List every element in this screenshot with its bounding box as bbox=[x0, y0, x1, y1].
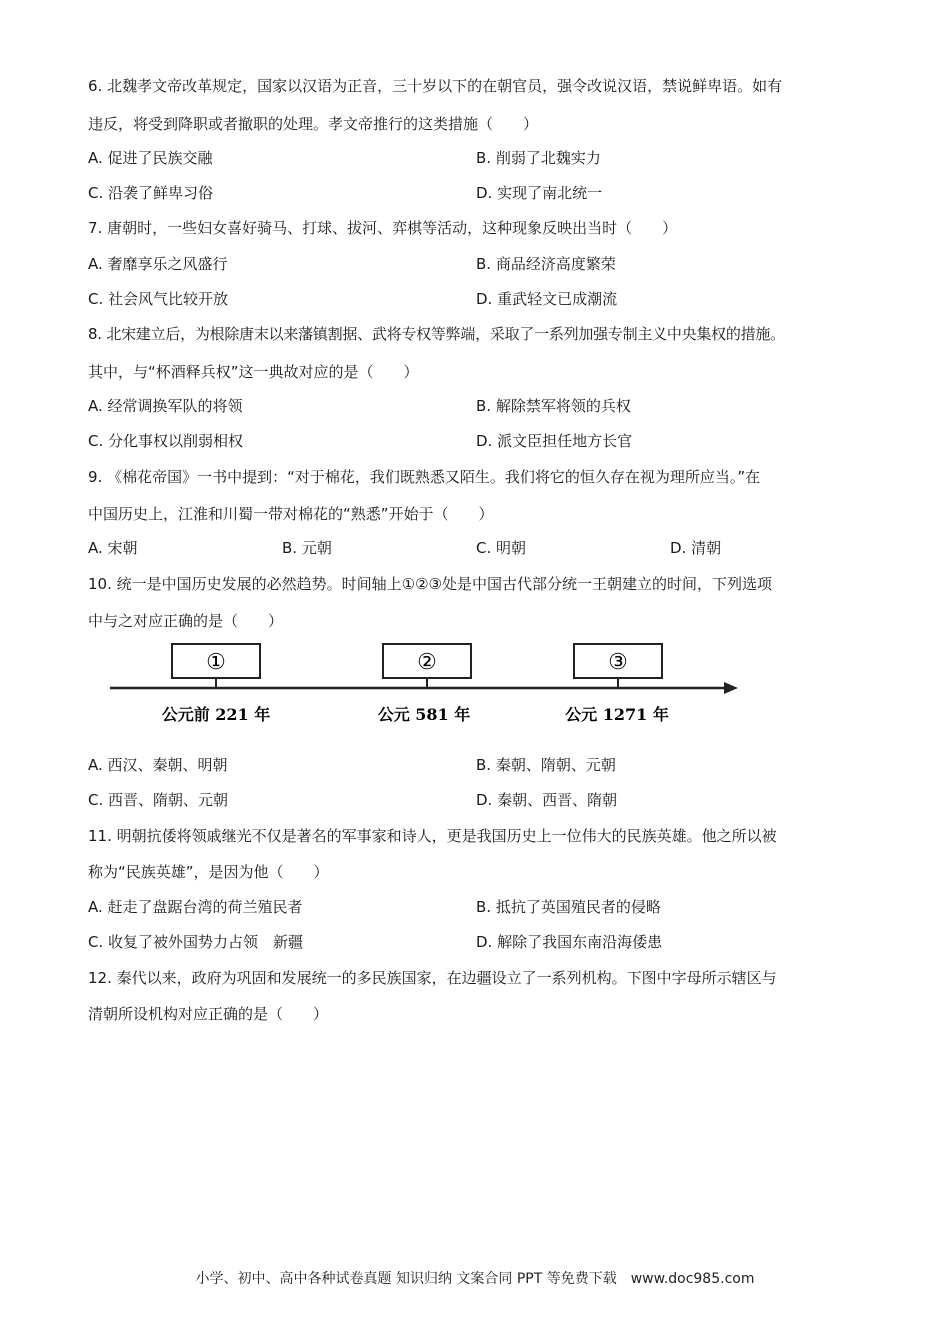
q11-option-d: D. 解除了我国东南沿海倭患 bbox=[476, 933, 663, 951]
q6-option-a: A. 促进了民族交融 bbox=[88, 149, 213, 167]
footer-download-note[interactable]: 小学、初中、高中各种试卷真题 知识归纳 文案合同 PPT 等免费下载 www.doc985.com bbox=[195, 1271, 755, 1287]
q7-option-b: B. 商品经济高度繁荣 bbox=[476, 255, 616, 273]
q11-option-a: A. 赶走了盘踞台湾的荷兰殖民者 bbox=[88, 898, 303, 916]
q9-option-d: D. 清朝 bbox=[670, 539, 722, 557]
q10-option-c: C. 西晋、隋朝、元朝 bbox=[88, 791, 229, 809]
timeline-arrow-icon bbox=[724, 682, 738, 694]
q11-option-b: B. 抵抗了英国殖民者的侵略 bbox=[476, 898, 661, 916]
q6-stem-line2: 违反，将受到降职或者撤职的处理。孝文帝推行的这类措施（ ） bbox=[88, 115, 539, 133]
q8-option-d: D. 派文臣担任地方长官 bbox=[476, 432, 633, 450]
q10-stem-line2: 中与之对应正确的是（ ） bbox=[88, 612, 284, 630]
q11-stem-line1: 11. 明朝抗倭将领戚继光不仅是著名的军事家和诗人，更是我国历史上一位伟大的民族英雄。他之所以被 bbox=[88, 827, 777, 845]
q7-option-d: D. 重武轻文已成潮流 bbox=[476, 290, 618, 308]
q9-option-b: B. 元朝 bbox=[282, 539, 332, 557]
q12-stem-line2: 清朝所设机构对应正确的是（ ） bbox=[88, 1005, 329, 1023]
q6-option-c: C. 沿袭了鲜卑习俗 bbox=[88, 184, 214, 202]
q6-option-b: B. 削弱了北魏实力 bbox=[476, 149, 601, 167]
q7-option-c: C. 社会风气比较开放 bbox=[88, 290, 229, 308]
q10-option-a: A. 西汉、秦朝、明朝 bbox=[88, 756, 228, 774]
q7-option-a: A. 奢靡享乐之风盛行 bbox=[88, 255, 228, 273]
q11-option-c: C. 收复了被外国势力占领 新疆 bbox=[88, 933, 304, 951]
q8-option-c: C. 分化事权以削弱相权 bbox=[88, 432, 244, 450]
q9-option-c: C. 明朝 bbox=[476, 539, 527, 557]
timeline-marker-1: ① bbox=[206, 650, 226, 675]
q6-stem-line1: 6. 北魏孝文帝改革规定，国家以汉语为正音，三十岁以下的在朝官员，强令改说汉语，禁说鲜卑语。如有 bbox=[88, 77, 783, 95]
q11-stem-line2: 称为“民族英雄”，是因为他（ ） bbox=[88, 863, 329, 881]
timeline-label-2: 公元 581 年 bbox=[377, 705, 471, 724]
q6-option-d: D. 实现了南北统一 bbox=[476, 184, 603, 202]
q8-stem-line1: 8. 北宋建立后，为根除唐末以来藩镇割据、武将专权等弊端，采取了一系列加强专制主义中央集权的措施。 bbox=[88, 325, 785, 343]
q8-option-b: B. 解除禁军将领的兵权 bbox=[476, 397, 631, 415]
q9-stem-line2: 中国历史上，江淮和川蜀一带对棉花的“熟悉”开始于（ ） bbox=[88, 505, 494, 523]
timeline-label-1: 公元前 221 年 bbox=[161, 705, 271, 724]
q10-stem-line1: 10. 统一是中国历史发展的必然趋势。时间轴上①②③处是中国古代部分统一王朝建立的时间，下列选项 bbox=[88, 575, 772, 593]
timeline-marker-3: ③ bbox=[608, 650, 628, 675]
q8-option-a: A. 经常调换军队的将领 bbox=[88, 397, 243, 415]
q10-option-d: D. 秦朝、西晋、隋朝 bbox=[476, 791, 618, 809]
timeline-figure bbox=[100, 640, 750, 730]
timeline-label-3: 公元 1271 年 bbox=[565, 705, 669, 724]
q12-stem-line1: 12. 秦代以来，政府为巩固和发展统一的多民族国家，在边疆设立了一系列机构。下图中字母所示辖区与 bbox=[88, 969, 777, 987]
q9-option-a: A. 宋朝 bbox=[88, 539, 138, 557]
q8-stem-line2: 其中，与“杯酒释兵权”这一典故对应的是（ ） bbox=[88, 363, 419, 381]
timeline-marker-2: ② bbox=[417, 650, 437, 675]
q9-stem-line1: 9. 《棉花帝国》一书中提到：“对于棉花，我们既熟悉又陌生。我们将它的恒久存在视为理所应当。”在 bbox=[88, 468, 761, 486]
q7-stem-line1: 7. 唐朝时，一些妇女喜好骑马、打球、拔河、弈棋等活动，这种现象反映出当时（ ） bbox=[88, 219, 678, 237]
q10-option-b: B. 秦朝、隋朝、元朝 bbox=[476, 756, 616, 774]
